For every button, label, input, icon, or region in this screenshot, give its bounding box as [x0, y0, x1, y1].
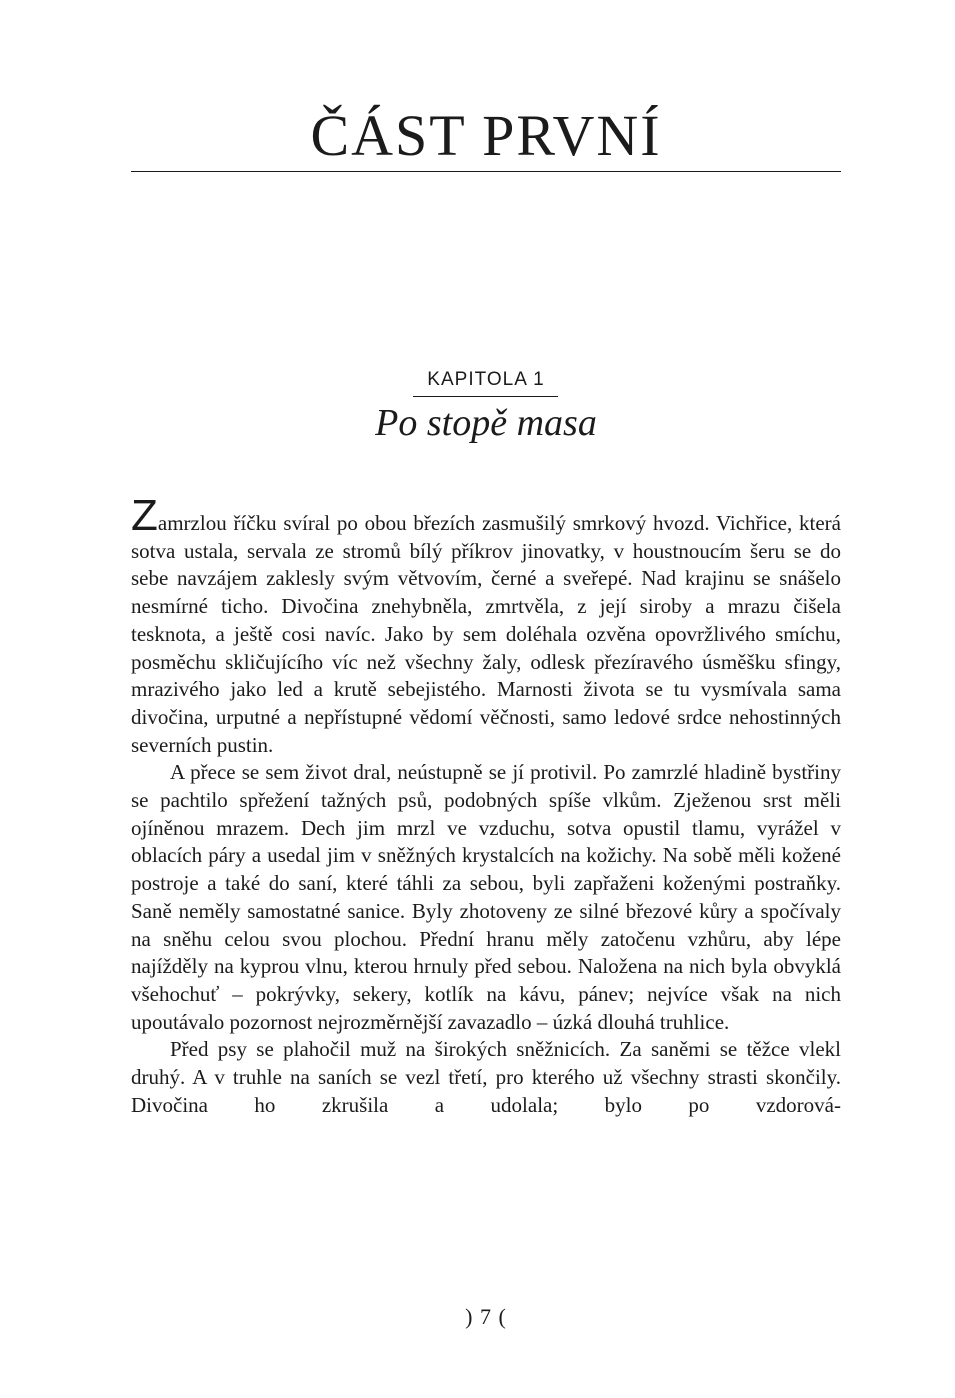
part-title-rule [131, 171, 841, 172]
chapter-title: Po stopě masa [375, 402, 597, 444]
chapter-label: KAPITOLA 1 [427, 369, 545, 390]
paragraph-3: Před psy se plahočil muž na širokých sněžnicích. Za saněmi se těžce vlekl druhý. A v truhle na saních se vezl třetí, pro kterého už všechny strasti skončily. Divočina ho zkrušila a udolala; bylo po vzdorová- [131, 1037, 841, 1117]
paragraph-2: A přece se sem život dral, neústupně se jí protivil. Po zamrzlé hladině bystřiny se pachtilo spřežení tažných psů, podobných spíše vlkům. Zježenou srst měli ojíněnou mrazem. Dech jim mrzl ve vzduchu, sotva opustil tlamu, vyrážel v oblacích páry a usedal jim v sněžných krystalcích na kožichy. Na sobě měli kožené postroje a také do saní, které táhli za sebou, byli zapřaženi koženými postraňky. Saně neměly samostatné sanice. Byly zhotoveny ze silné březové kůry a spočívaly na sněhu celou svou plochou. Přední hranu měly zatočenu vzhůru, aby lépe najížděly na kyprou vlnu, kterou hrnuly před sebou. Naložena na nich byla obvyklá všehochuť – pokrývky, sekery, kotlík na kávu, pánev; nejvíce však na nich upoutávalo pozornost nejrozměrnější zavazadlo – úzká dlouhá truhlice. [131, 760, 841, 1034]
paragraph-1 [131, 491, 841, 759]
paragraph-1-text: amrzlou říčku svíral po obou březích zasmušilý smrkový hvozd. Vichřice, která sotva ustala, servala ze stromů bílý příkrov jinovatky, v houstnoucím šeru se do sebe navzájem zaklesly svým větvovím, černé a sveřepé. Nad krajinu se snášelo nesmírné ticho. Divočina znehybněla, zmrtvěla, z její siroby a mrazu čišela tesknota, a ještě cosi navíc. Jako by sem doléhala ozvěna opovržlivého smíchu, posměchu skličujícího víc než všechny žaly, odlesk přezíravého úsměšku sfingy, mrazivého jako led a krutě sebejistého. Marnosti života se tu vysmívala sama divočina, urputné a nepřístupné vědomí věčnosti, samo ledové srdce nehostinných severních pustin. [131, 511, 841, 757]
chapter-body [131, 491, 841, 1119]
part-title: ČÁST PRVNÍ [310, 103, 662, 168]
page-number [131, 1303, 841, 1331]
drop-cap: Z [131, 491, 158, 540]
chapter-label-rule [413, 396, 558, 397]
page-number-text: ) 7 ( [465, 1304, 507, 1329]
